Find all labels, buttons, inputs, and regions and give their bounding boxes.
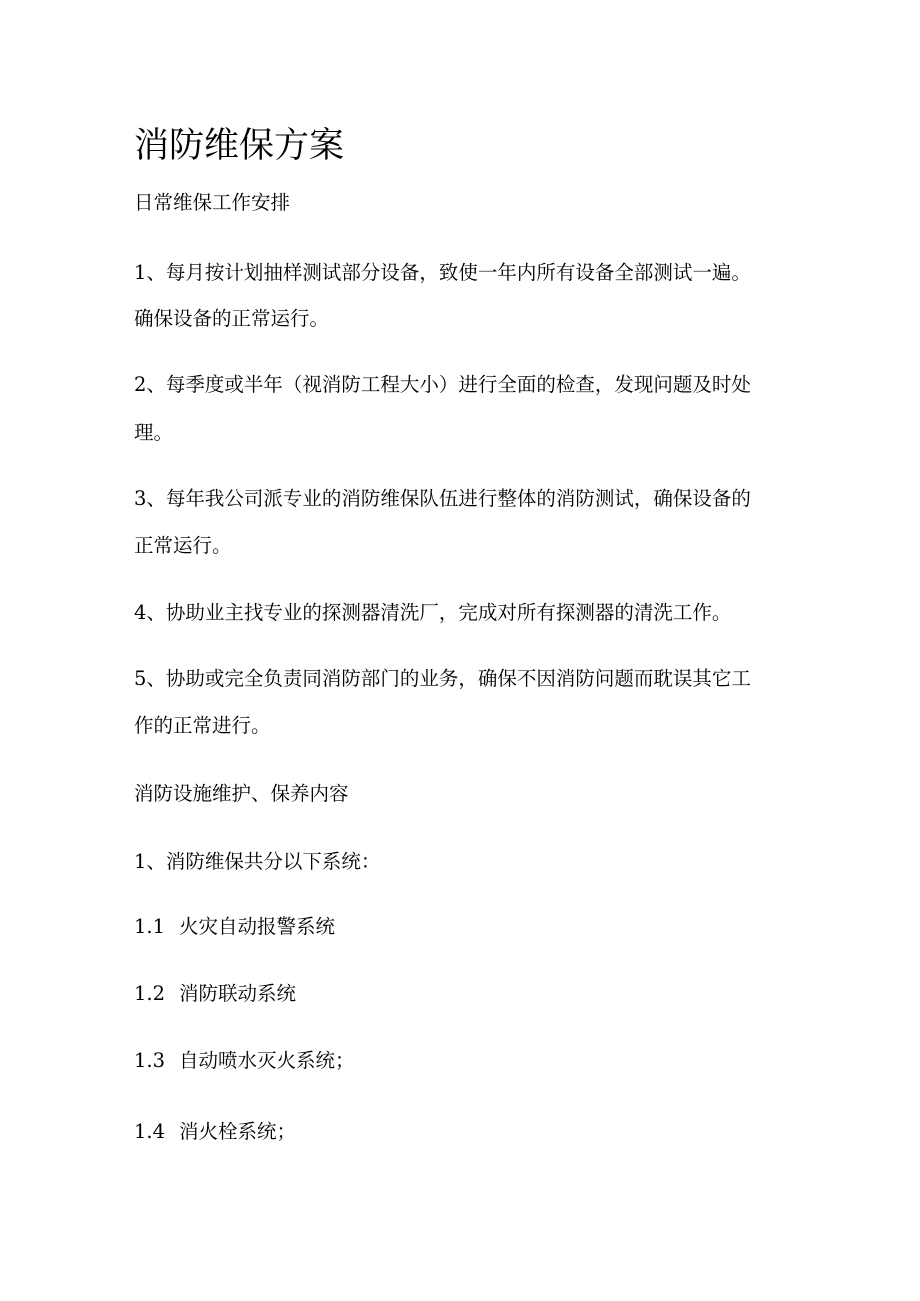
item-5-line-2: 作的正常进行。 bbox=[134, 714, 271, 737]
item-2-line-2: 理。 bbox=[134, 421, 174, 444]
item-3-line-2: 正常运行。 bbox=[134, 534, 232, 557]
section-heading-daily-maintenance: 日常维保工作安排 bbox=[134, 191, 291, 214]
item-4-line-1: 4、协助业主找专业的探测器清洗厂，完成对所有探测器的清洗工作。 bbox=[134, 601, 732, 624]
systems-intro: 1、消防维保共分以下系统： bbox=[134, 850, 381, 873]
system-name: 火灾自动报警系统 bbox=[179, 915, 336, 938]
system-item-3 bbox=[134, 1047, 355, 1075]
item-1-line-1: 1、每月按计划抽样测试部分设备，致使一年内所有设备全部测试一遍。 bbox=[134, 261, 751, 284]
system-item-4 bbox=[134, 1118, 296, 1146]
system-number: 1.3 bbox=[134, 1049, 166, 1072]
item-3-line-1: 3、每年我公司派专业的消防维保队伍进行整体的消防测试，确保设备的 bbox=[134, 487, 751, 510]
section-heading-facility-maintenance: 消防设施维护、保养内容 bbox=[134, 782, 349, 805]
system-number: 1.2 bbox=[134, 982, 166, 1005]
system-item-2 bbox=[134, 980, 296, 1008]
item-1-line-2: 确保设备的正常运行。 bbox=[134, 307, 330, 330]
system-name: 消火栓系统； bbox=[179, 1120, 297, 1143]
system-name: 消防联动系统 bbox=[179, 982, 297, 1005]
document-title: 消防维保方案 bbox=[134, 126, 345, 166]
system-number: 1.1 bbox=[134, 915, 166, 938]
item-5-line-1: 5、协助或完全负责同消防部门的业务，确保不因消防问题而耽误其它工 bbox=[134, 667, 751, 690]
system-item-1 bbox=[134, 913, 335, 941]
system-number: 1.4 bbox=[134, 1120, 166, 1143]
system-name: 自动喷水灭火系统； bbox=[179, 1049, 355, 1072]
item-2-line-1: 2、每季度或半年（视消防工程大小）进行全面的检查，发现问题及时处 bbox=[134, 373, 751, 396]
